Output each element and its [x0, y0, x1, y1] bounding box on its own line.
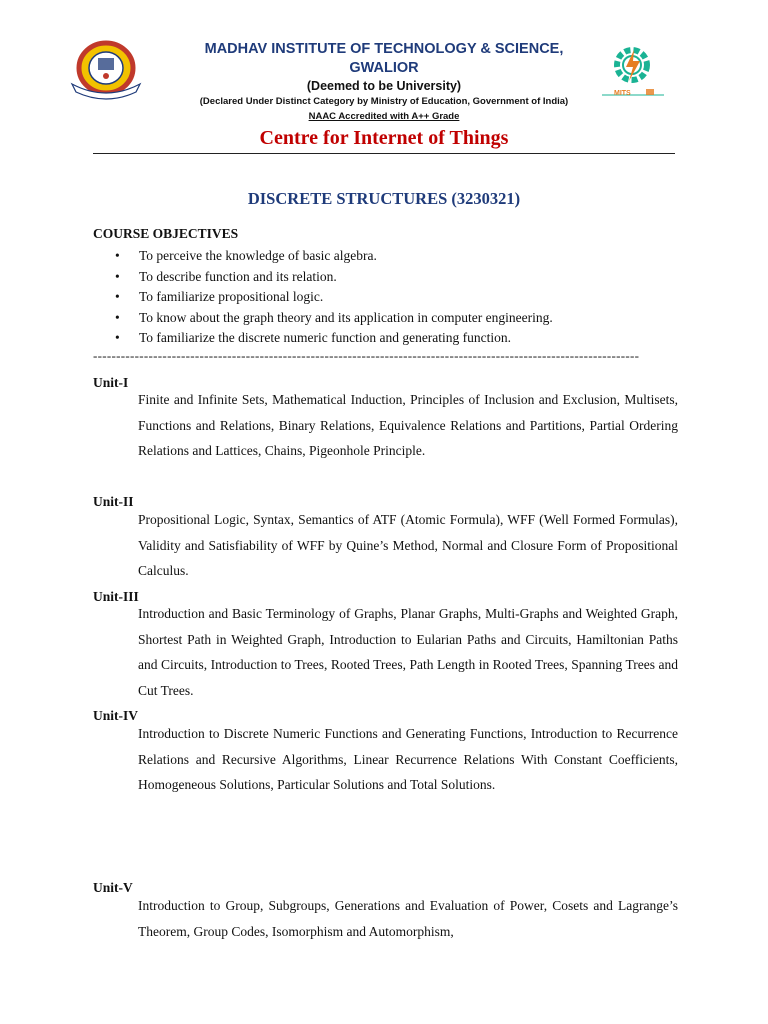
objective-item: • To familiarize propositional logic.: [93, 287, 683, 308]
document-header: [0, 0, 768, 160]
unit-5-content: Introduction to Group, Subgroups, Generations and Evaluation of Power, Cosets and Lagrange’s Theorem, Group Codes, Isomorphism and Automorphism,: [138, 898, 678, 939]
unit-2-content: Propositional Logic, Syntax, Semantics of ATF (Atomic Formula), WFF (Well Formed Formulas), Validity and Satisfiability of WFF by Quine’s Method, Normal and Closure Form of Propositional Calculus.: [138, 512, 678, 579]
objective-item: • To perceive the knowledge of basic algebra.: [93, 246, 683, 267]
centre-title: Centre for Internet of Things: [259, 127, 509, 149]
unit-3-label: Unit-III: [93, 589, 139, 604]
unit-2-label: Unit-II: [93, 494, 134, 509]
bullet-icon: •: [115, 330, 120, 346]
objectives-list: [93, 246, 683, 349]
mits-logo-text: MITS: [614, 90, 631, 97]
objective-item: • To familiarize the discrete numeric function and generating function.: [93, 328, 683, 349]
course-title: DISCRETE STRUCTURES (3230321): [247, 189, 521, 208]
institute-seal-icon: [70, 40, 142, 102]
unit-5-label: Unit-V: [93, 880, 133, 895]
naac-accreditation-text: NAAC Accredited with A++ Grade: [308, 111, 460, 122]
bullet-icon: •: [115, 268, 120, 284]
header-divider: [93, 153, 675, 154]
institute-name-line1: MADHAV INSTITUTE OF TECHNOLOGY & SCIENCE,: [204, 41, 564, 57]
section-separator: ----------------------------------------------------------------------------------------------------------------------: [93, 349, 640, 363]
unit-4-content: Introduction to Discrete Numeric Functions and Generating Functions, Introduction to Recurrence Relations and Recursive Algorithms, Linear Recurrence Relations With Constant Coefficients, Homogeneous Solutions, Particular Solutions and Total Solutions.: [138, 726, 678, 793]
unit-4-label: Unit-IV: [93, 708, 139, 723]
institute-info: [150, 40, 618, 124]
unit-1-content: Finite and Infinite Sets, Mathematical Induction, Principles of Inclusion and Exclusion, Multisets, Functions and Relations, Binary Relations, Equivalence Relations and Partitions, Partial Ordering Relations and Lattices, Chains, Pigeonhole Principle.: [138, 392, 678, 459]
institute-name-line2: GWALIOR: [349, 60, 419, 76]
deemed-university-text: (Deemed to be University): [306, 79, 462, 93]
objective-item: • To know about the graph theory and its application in computer engineering.: [93, 308, 683, 329]
objective-item: • To describe function and its relation.: [93, 267, 683, 288]
unit-1-label: Unit-I: [93, 375, 129, 390]
mits-gear-logo-icon: [596, 40, 670, 102]
bullet-icon: •: [115, 289, 120, 305]
bullet-icon: •: [115, 309, 120, 325]
objectives-heading: COURSE OBJECTIVES: [93, 226, 239, 241]
bullet-icon: •: [115, 248, 120, 263]
declaration-text: (Declared Under Distinct Category by Ministry of Education, Government of India): [199, 96, 569, 107]
unit-3-content: Introduction and Basic Terminology of Graphs, Planar Graphs, Multi-Graphs and Weighted Graph, Shortest Path in Weighted Graph, Introduction to Eularian Paths and Circuits, Hamiltonian Paths and Circuits, Introduction to Trees, Rooted Trees, Path Length in Rooted Trees, Spanning Trees and Cut Trees.: [138, 606, 678, 699]
